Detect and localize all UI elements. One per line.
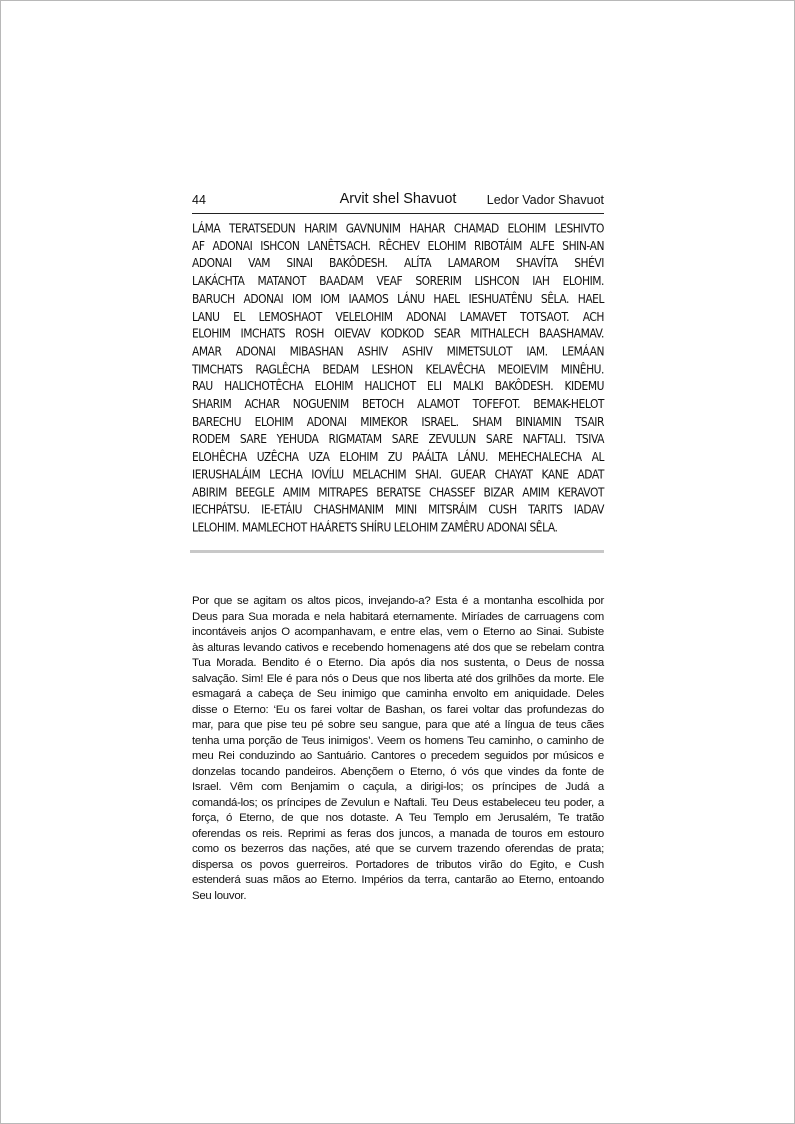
header-title: Arvit shel Shavuot [339, 191, 457, 207]
translation-line: Israel. Vêm com Benjamim o caçula, a dirigi-los; os príncipes de Judá a [192, 781, 604, 793]
transliteration-line: AF ADONAI ISHCON LANÊTSACH. RÊCHEV ELOHIM RIBOTÁIM ALFE SHIN-AN [192, 238, 604, 254]
translation-line: como os bezerros das nações, até que se curvem trazendo oferendas de prata; [192, 843, 604, 855]
translation-line: esmagará a cabeça de Seu inimigo que caminha envolto em aniquidade. Deles [192, 688, 604, 700]
translation-line: meu Rei conduzindo ao Santuário. Cantores o precedem seguidos por músicos e [192, 750, 604, 762]
translation-line: salvação. Sim! Ele é para nós o Deus que nos liberta até dos grilhões da morte. Ele [192, 672, 604, 685]
transliteration-line: BARUCH ADONAI IOM IOM IAAMOS LÁNU HAEL IESHUATÊNU SÊLA. HAEL [192, 291, 604, 307]
transliteration-line: LANU EL LEMOSHAOT VELELOHIM ADONAI LAMAVET TOTSAOT. ACH [192, 309, 604, 324]
translation-line: estenderá suas mãos ao Eterno. Impérios da terra, cantarão ao Eterno, entoando [192, 874, 604, 886]
transliteration-line: IERUSHALÁIM LECHA IOVÍLU MELACHIM SHAI. GUEAR CHAYAT KANE ADAT [192, 467, 604, 482]
transliteration-line: ABIRIM BEEGLE AMIM MITRAPES BERATSE CHASSEF BIZAR AMIM KERAVOT [192, 484, 604, 500]
running-header [192, 193, 604, 211]
transliteration-line: LAKÁCHTA MATANOT BAADAM VEAF SORERIM LISHCON IAH ELOHIM. [192, 273, 604, 289]
translation-line: donzelas tocando pandeiros. Abençõem o Eterno, ó vós que vindes da fonte de [192, 765, 604, 778]
translation-line: disse o Eterno: ‘Eu os farei voltar de Bashan, os farei voltar das profundezas do [192, 703, 604, 716]
transliteration-line: RODEM SARE YEHUDA RIGMATAM SARE ZEVULUN SARE NAFTALI. TSIVA [192, 432, 604, 447]
transliteration-line: RAU HALICHOTÊCHA ELOHIM HALICHOT ELI MALKI BAKÔDESH. KIDEMU [192, 379, 604, 394]
section-separator [190, 550, 604, 553]
transliteration-line: IECHPÁTSU. IE-ETÁIU CHASHMANIM MINI MITSRÁIM CUSH TARITS IADAV [192, 502, 604, 518]
translation-line: incontáveis anjos O acompanhavam, e entre elas, vem o Eterno ao Sinai. Subiste [192, 626, 604, 638]
header-book-title: Ledor Vador Shavuot [486, 193, 604, 207]
transliteration-line: SHARIM ACHAR NOGUENIM BETOCH ALAMOT TOFEFOT. BEMAK-HELOT [192, 396, 604, 412]
translation-line: Seu louvor. [192, 889, 247, 902]
translation-line: mar, para que pise teu pé sobre seu sangue, para que até a língua de teus cães [192, 719, 604, 731]
translation-line: às alturas levando cativos e recebendo homenagens até dos que se rebelam contra [192, 641, 604, 654]
transliteration-line: ELOHÊCHA UZÊCHA UZA ELOHIM ZU PAÁLTA LÁNU. MEHECHALECHA AL [192, 449, 604, 465]
translation-line: comandá-los; os príncipes de Zevulun e Naftali. Teu Deus estabeleceu teu poder, a [192, 796, 604, 809]
transliteration-line: AMAR ADONAI MIBASHAN ASHIV ASHIV MIMETSULOT IAM. LEMÁAN [192, 344, 604, 359]
transliteration-line: LELOHIM. MAMLECHOT HAÁRETS SHÍRU LELOHIM ZAMÊRU ADONAI SÊLA. [192, 520, 558, 535]
translation-line: Tua Morada. Bendito é o Eterno. Dia após dia nos sustenta, o Deus de nossa [192, 657, 604, 669]
transliteration-line: BARECHU ELOHIM ADONAI MIMEKOR ISRAEL. SHAM BINIAMIN TSAIR [192, 414, 604, 430]
translation-line: Deus para Sua morada e nela habitará eternamente. Miríades de carruagens com [192, 610, 604, 623]
transliteration-block [192, 220, 604, 537]
translation-line: dispersa os povos guerreiros. Portadores de tributos virão do Egito, e Cush [192, 858, 604, 871]
page-number: 44 [192, 193, 206, 207]
header-rule [192, 213, 604, 214]
translation-block [192, 594, 604, 904]
translation-line: força, ó Eterno, de que nos dotaste. A Teu Templo em Jerusalém, Te tratão [192, 812, 604, 824]
translation-line: tenha uma porção de Teus inimigos’. Veem os homens Teu caminho, o caminho de [192, 734, 604, 747]
transliteration-line: TIMCHATS RAGLÊCHA BEDAM LESHON KELAVÊCHA MEOIEVIM MINÊHU. [192, 361, 604, 377]
transliteration-line: ELOHIM IMCHATS ROSH OIEVAV KODKOD SEAR MITHALECH BAASHAMAV. [192, 326, 604, 342]
translation-line: Por que se agitam os altos picos, invejando-a? Esta é a montanha escolhida por [192, 595, 604, 607]
transliteration-line: LÁMA TERATSEDUN HARIM GAVNUNIM HAHAR CHAMAD ELOHIM LESHIVTO [192, 221, 604, 236]
translation-line: oferendas os reis. Reprimi as feras dos juncos, a manada de touros em estouro [192, 827, 604, 840]
transliteration-line: ADONAI VAM SINAI BAKÔDESH. ALÍTA LAMAROM SHAVÍTA SHÉVI [192, 256, 604, 271]
